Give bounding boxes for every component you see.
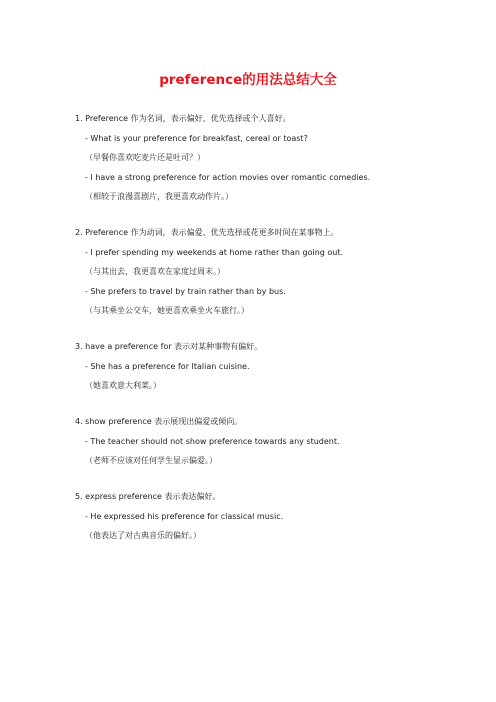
translation-line: （他表达了对古典音乐的偏好。） [85,531,201,540]
document-title: preference的用法总结大全 [159,72,337,88]
translation-line: （与其出去，我更喜欢在家度过周末。） [85,267,225,276]
section-2 [75,227,475,316]
example-line: - He expressed his preference for classical music. [85,511,284,521]
section-5 [75,491,475,541]
example-line: - She prefers to travel by train rather than by bus. [85,286,286,296]
example-line: - She has a preference for Italian cuisine. [85,361,250,371]
section-heading: 3. have a preference for 表示对某种事物有偏好。 [75,342,263,351]
section-3 [75,341,475,391]
section-1 [75,113,475,202]
translation-line: （与其乘坐公交车，她更喜欢乘坐火车旅行。） [85,306,249,315]
translation-line: （她喜欢意大利菜。） [85,381,161,390]
sections-container [75,113,475,566]
section-heading: 5. express preference 表示表达偏好。 [75,492,221,501]
example-line: - I prefer spending my weekends at home rather than going out. [85,247,344,257]
example-line: - The teacher should not show preference towards any student. [85,436,340,446]
section-heading: 1. Preference 作为名词，表示偏好、优先选择或个人喜好。 [75,114,291,123]
example-line: - I have a strong preference for action movies over romantic comedies. [85,172,371,182]
section-4 [75,416,475,466]
translation-line: （老师不应该对任何学生显示偏爱。） [85,456,217,465]
translation-line: （相较于浪漫喜剧片，我更喜欢动作片。） [85,192,233,201]
translation-line: （早餐你喜欢吃麦片还是吐司？） [85,153,205,162]
section-heading: 4. show preference 表示展现出偏爱或倾向。 [75,417,243,426]
example-line: - What is your preference for breakfast, cereal or toast? [85,133,308,143]
section-heading: 2. Preference 作为动词，表示偏爱、优先选择或花更多时间在某事物上。 [75,228,339,237]
